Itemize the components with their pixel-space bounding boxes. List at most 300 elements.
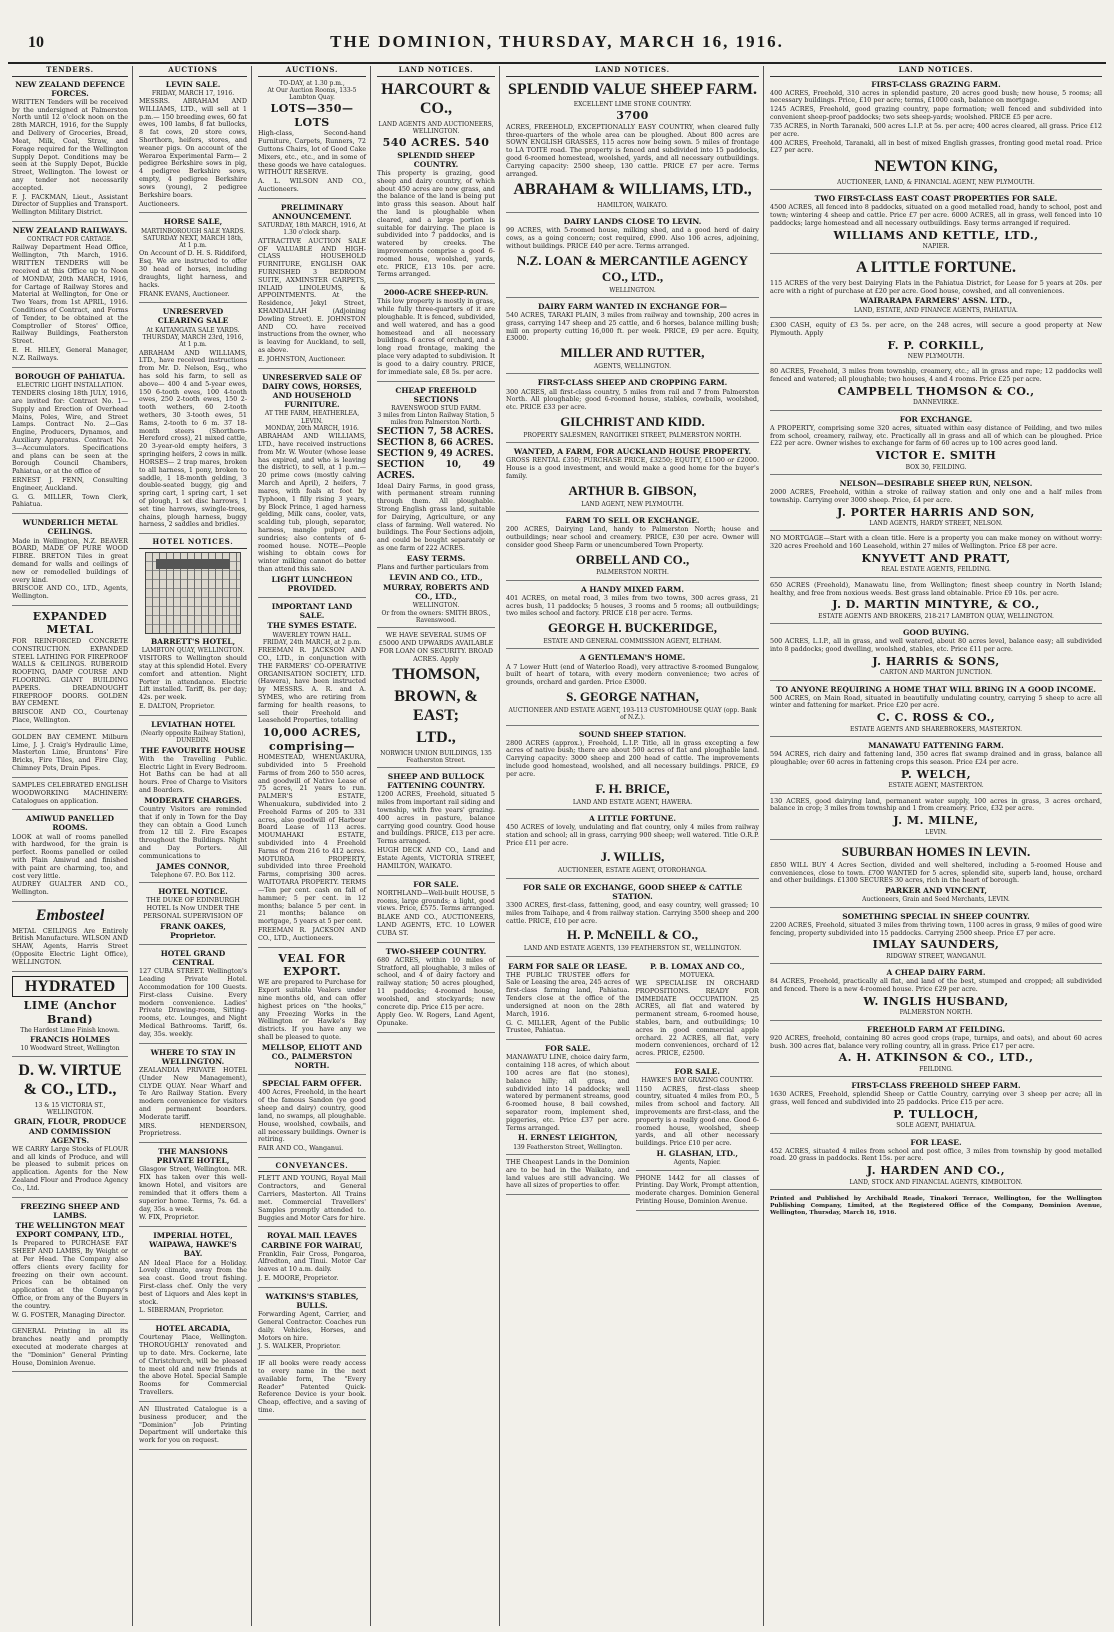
advert-heading: CHEAP FREEHOLD SECTIONS: [395, 385, 477, 404]
advert-place: WAVERLEY TOWN HALL.: [272, 631, 352, 639]
advert-body: 2000 ACRES, Freehold, within a stroke of railway station and only one and a half miles from township. Carrying over 3000 sheep. Price, £4 per acre.: [770, 488, 1102, 504]
advert-signature: J. HARDEN AND CO.,: [866, 1164, 1006, 1178]
advert-signature: MURRAY, ROBERTS AND CO., LTD.,: [382, 582, 490, 602]
advert-body: Plans and further particulars from: [377, 563, 489, 572]
advert: [258, 602, 366, 947]
advert-signature: THOMSON,: [392, 666, 480, 684]
advert-heading: WANTED, A FARM, FOR AUCKLAND HOUSE PROPERTY.: [513, 447, 752, 457]
advert-body: ABRAHAM AND WILLIAMS, LTD., have received instructions from Mr. D. Nelson, Esq., who has sold his farm, to sell as above— 400 4 and 5-year ewes, 150 6-tooth ewes, 100 4-tooth ewes, 250 2-tooth ewes, 150 2-tooth wethers, 60 2-tooth wethers, 30 3-tooth ewes, 51 Rams, 2-tooth to 6 m. 37 18-month steers (Shorthorn-Hereford cross), 21 mixed cattle, 20 3-year-old empty heifers, 3 springing heifers, 2 cows in milk. HORSES— 2 trap mares, broken to all harness, 1 pony, broken to saddle, 1 18-month gelding, 3 double-seated buggy, gig and spring cart, 1 spring cart, 1 set of plough, 1 set disc harrows, 1 set tine harrows, swingle-trees, chains, plough harness, buggy harness, 2 saddles and bridles.: [139, 348, 247, 529]
advert-body: 1630 ACRES, Freehold, splendid Sheep or Cattle Country, carrying over 3 sheep per acre; all in grass, well fenced and subdivided into 25 paddocks. Price £15 per acre.: [770, 1090, 1102, 1106]
advert-date: SATURDAY, 18th MARCH, 1916, At 1.30 o'clock sharp.: [258, 222, 366, 237]
advert-heading: TWO FIRST-CLASS EAST COAST PROPERTIES FOR SALE.: [814, 194, 1058, 203]
advert-heading: WHERE TO STAY IN WELLINGTON.: [150, 1047, 236, 1066]
advert-heading: VEAL FOR EXPORT.: [278, 951, 346, 978]
advert-acreage: 10,000 ACRES, comprising—: [262, 726, 362, 753]
advert-phone: Telephone 67. P.O. Box 112.: [150, 871, 236, 879]
advert-heading: BARRETT'S HOTEL,: [150, 636, 236, 646]
hotel-building-illustration: [145, 552, 241, 634]
advert-address: LAND AGENTS, HARDY STREET, NELSON.: [869, 520, 1003, 528]
advert-body: Made in Wellington, N.Z. BEAVER BOARD, MADE OF PURE WOOD FIBRE. BRETON Tiles in great demand for walls and ceilings of new or remodelled buildings of every kind.: [12, 536, 128, 584]
advert-heading: FOR SALE.: [413, 879, 459, 889]
advert-signature: H. GLASHAN, LTD.,: [656, 1149, 738, 1159]
advert: [12, 814, 128, 902]
advert-body: Ideal Dairy Farms, in good grass, with permanent stream running through them. All ploughable. Strong English grass land, suitable for Dairying, Agriculture, or any class of farming. Well watered. No buildings. The Four Sections adjoin, and could be bought separately or as one farm of 222 ACRES.: [377, 481, 495, 553]
section-item: SECTION 10, 49 ACRES.: [377, 459, 495, 481]
column-auctions-2: [254, 66, 371, 1626]
advert-signature: BRISCOE AND CO., Courtenay Place, Wellington.: [12, 708, 128, 724]
advert-body: WE SPECIALISE IN ORCHARD PROPOSITIONS. READY FOR IMMEDIATE OCCUPATION. 25 ACRES, all flat and watered by permanent stream, 6-roomed house, stables, barn, and outbuildings; 10 acres in good commercial apple orchard. 22 ACRES, all flat, very modern conveniences, orchard of 12 acres. PRICE, £2500.: [635, 978, 759, 1058]
advert-signature: LEVIN AND CO., LTD.,: [389, 572, 483, 582]
advert-body: 401 ACRES, on metal road, 3 miles from two towns, 300 acres grass, 21 acres bush, 11 paddocks; 5 houses, 3 rooms and 5 rooms; all outbuildings; two miles school and factory. PRICE £18 per acre. Terms.: [506, 593, 759, 618]
advert-body: 735 ACRES, in North Taranaki, 500 acres L.I.P. at 5s. per acre; 400 acres cleared, all grass. Price £12 per acre.: [770, 121, 1102, 138]
advert: [636, 1175, 760, 1211]
advert-body: IF all books were ready access to every name in the next available form, The "Every Reader" Patented Quick-Reference Device is your book. Cheap, effective, and a saving of time.: [258, 1359, 366, 1415]
advert-subheading: GRAIN, FLOUR, PRODUCE AND COMMISSION AGENTS.: [14, 1117, 126, 1145]
advert: [377, 947, 495, 1033]
advert-heading: HORSE SALE,: [163, 217, 223, 227]
advert: [770, 1081, 1102, 1133]
advert-subheading: EASY TERMS.: [406, 553, 466, 563]
advert-heading: PRELIMINARY ANNOUNCEMENT.: [272, 202, 352, 221]
advert-subheading: MOTUEKA.: [679, 971, 715, 979]
advert-body: 400 ACRES, Freehold, 310 acres in splendid pasture, 20 acres good bush; new house, 5 rooms; all necessary buildings. Price, £10 per acre; terms, £1000 cash, balance on mortgage.: [770, 88, 1102, 105]
advert-body: 4500 ACRES, all fenced into 8 paddocks, situated on a good metalled road, handy to school, post and town; wintering 4 sheep and cattle. Price £7 per acre. 6000 ACRES, all in grass, well fenced into 10 paddocks; large homestead and all necessary outbuildings. Easy terms arranged if required.: [770, 203, 1102, 227]
advert: [770, 194, 1102, 254]
advert-heading: UNRESERVED SALE OF DAIRY COWS, HORSES, AND HOUSEHOLD FURNITURE.: [262, 372, 362, 410]
advert-body: GOLDEN BAY CEMENT. Milburn Lime, J. J. Craig's Hydraulic Lime, Masterton Lime, Bruntons' Fire Bricks, Fire Tiles, and Fire Clay, Chimney Pots, Drain Pipes.: [12, 732, 128, 773]
advert-body: MESSRS. ABRAHAM AND WILLIAMS, LTD., will sell at 1 p.m.— 150 breeding ewes, 60 fat ewes, 100 lambs, 8 fat bullocks, 8 fat cows, 20 store cows, Shorthorn, heifers, stores, and weaner pigs. On account of the Weraroa Experimental Farm— 2 pedigree Berkshire sows in pig, 4 pedigree Berkshire sows, empty, 4 pedigree Berkshire sows (young), 2 pedigree Berkshire boars.: [139, 96, 247, 199]
advert: [506, 378, 759, 443]
advert-subheading: LAMBTON QUAY, WELLINGTON.: [141, 646, 245, 654]
advert: [506, 302, 759, 375]
advert: [506, 814, 759, 879]
advert-address: ESTATE AGENTS AND BROKERS, 218-217 LAMBTON QUAY, WELLINGTON.: [818, 612, 1054, 620]
advert: [139, 1231, 247, 1320]
advert: [770, 415, 1102, 475]
advert: [258, 952, 366, 1076]
masthead: [8, 30, 1106, 64]
newspaper-page: [8, 66, 1106, 1626]
advert-body: High-class, Second-hand Furniture, Carpets, Runners, 72 Guttons Chairs, lot of Good Cake Mixers, etc., etc., and in some of these goods we have catalogues. WITHOUT RESERVE.: [258, 129, 366, 177]
advert: [770, 1025, 1102, 1077]
advert-body: 450 ACRES of lovely, undulating and flat country, only 4 miles from railway station and school; all in grass, carrying 900 sheep; well watered. Title O.R.P. Price £11 per acre.: [506, 823, 759, 847]
advert-address: 13 & 15 VICTORIA ST., WELLINGTON.: [34, 1101, 106, 1117]
advert-signature: IMLAY SAUNDERS,: [872, 938, 1000, 952]
advert-heading: AMIWUD PANELLED ROOMS.: [26, 814, 114, 833]
advert-heading: FIRST-CLASS FREEHOLD SHEEP FARM.: [851, 1081, 1021, 1091]
advert-date: TO-DAY, at 1.30 p.m.,: [279, 79, 345, 87]
advert-heading: SPECIAL FARM OFFER.: [262, 1079, 362, 1089]
advert-body: 500 ACRES, on Main Road, situated in beautifully undulating country, carrying 5 sheep to acre all winter and fattening for market. Price £20 per acre.: [770, 693, 1102, 710]
advert-signature: NEWTON KING,: [874, 158, 998, 176]
advert-subheading: HAWKE'S BAY GRAZING COUNTRY.: [641, 1077, 754, 1085]
advert: [377, 386, 495, 629]
advert: [377, 772, 495, 875]
advert-date: THURSDAY, MARCH 23rd, 1916, At 1 p.m.: [142, 333, 244, 349]
advert-heading: HOTEL NOTICE.: [158, 887, 228, 897]
advert-signature: FRANK EVANS, Auctioneer.: [139, 289, 230, 298]
advert-heading: MANAWATU FATTENING FARM.: [868, 741, 1004, 751]
advert: [139, 1406, 247, 1450]
advert: [770, 80, 1102, 190]
advert-signature: J. HARRIS & SONS,: [872, 654, 1000, 668]
advert-signature: WAIRARAPA FARMERS' ASSN. LTD.,: [859, 296, 1013, 306]
advert-address: LAND AGENT, NEW PLYMOUTH.: [581, 500, 684, 508]
advert-address: 139 Featherston Street, Wellington.: [513, 1143, 623, 1151]
advert-acreage: 3700: [616, 109, 649, 123]
advert: [139, 307, 247, 534]
advert-body: 1245 ACRES, Freehold, good grazing country, pape formation; well fenced and subdivided into convenient sheep-proof paddocks; two sets sheep-yards; woolshed. PRICE £5 per acre.: [770, 105, 1102, 122]
advert-body: LOOK at wall of rooms panelled with hardwood, for the grain is perfect. Rooms panelled or ceiled with Plain Amiwud and finished with paint are charming, too, and cost very little.: [12, 832, 128, 880]
advert-body: 127 CUBA STREET. Wellington's Leading Private Hotel. Accommodation for 100 Guests. First-class Cuisine. Every modern convenience. Ladies' Private Drawing-room, Sitting-rooms, etc. Lounges, and Night Medical Bathrooms. Tariff, 6s. day, 35s. weekly.: [139, 967, 247, 1038]
advert: [258, 1360, 366, 1420]
advert-signature: P. WELCH,: [900, 767, 972, 781]
advert-body: This property is grazing, good sheep and dairy country, of which about 450 acres are now grass, and the balance of the land is being put into grass this season. About half the land is ploughable when cleared, and a large portion is suitable for dairying. The place is subdivided into 7 paddocks, and is watered by creeks. The improvements comprise a good 6-roomed house, woolshed, yards, etc. PRICE, £13 10s. per acre. Terms arranged.: [377, 168, 495, 279]
advert-body: £300 CASH, equity of £3 5s. per acre, on the 248 acres, will secure a good property at New Plymouth. Apply: [770, 320, 1102, 337]
advert-address: PALMERSTON NORTH.: [596, 569, 669, 577]
advert: [506, 80, 759, 214]
advert: [258, 203, 366, 369]
advert-address: ESTATE AGENTS AND SHAREBROKERS, MASTERTON.: [849, 725, 1023, 733]
advert-signature: Auctioneers.: [139, 199, 180, 208]
advert: [506, 516, 759, 581]
advert-heading: WATKINS'S STABLES, BULLS.: [265, 1291, 359, 1311]
advert-address: WELLINGTON.: [412, 602, 460, 610]
advert-body: NO MORTGAGE—Start with a clean title. Here is a property you can make money on without worry: 320 acres Freehold and 160 Leasehold, within 27 miles of Wellington. Price £8 per acre.: [770, 534, 1102, 551]
advert-heading: LEVIN SALE.: [165, 79, 221, 89]
advert-body: 540 ACRES, TARAKI PLAIN, 3 miles from railway and township, 200 acres in grass, carrying 147 sheep and 25 cattle, and 6 horses, balance milling bush; mill on property cutting 16,000 ft. per week. PRICE, £9 per acre. Equity, £3000.: [506, 311, 759, 343]
advert: [12, 1328, 128, 1372]
advert-body: 200 ACRES, Dairying Land, handy to Palmerston North; house and outbuildings; near school and creamery. PRICE, £30 per acre. Owner will consider good Sheep Farm or unencumbered Town Property.: [506, 525, 759, 549]
advert-body: On Account of D. H. S. Riddiford, Esq. We are instructed to offer 30 head of horses, including draughts, light harness, and hacks.: [139, 249, 247, 289]
advert-subheading: 3 miles from Linton Railway Station, 5 miles from Palmerston North.: [377, 412, 495, 427]
advert-signature: ARTHUR B. GIBSON,: [568, 482, 697, 498]
advert-body: WE are prepared to Purchase for Export suitable Vealers under nine months old, and can offer highest prices on "the hooks," any Freezing Works in the Wellington or Hawke's Bay districts. If you have any we shall be pleased to quote.: [258, 978, 366, 1042]
split-left: [506, 961, 630, 1215]
advert-signature: J. WILLIS,: [600, 849, 665, 865]
advert-signature: S. GEORGE NATHAN,: [566, 689, 699, 705]
advert-subheading: THE WELLINGTON MEAT EXPORT COMPANY, LTD.,: [15, 1221, 125, 1240]
advert-heading: ROYAL MAIL LEAVES CARBINE FOR WAIRAU,: [261, 1231, 363, 1250]
advert-heading: GOOD BUYING.: [903, 628, 969, 638]
advert-body: 400 ACRES, Freehold, Taranaki, all in best of mixed English grasses, fronting good metal road. Price £27 per acre.: [770, 138, 1102, 155]
advert-body: NORTHLAND—Well-built HOUSE, 5 rooms, large grounds; a light, good views. Price, £575. Terms arranged.: [377, 888, 495, 913]
section-item: SECTION 7, 58 ACRES.: [377, 426, 494, 437]
advert-body: FOR REINFORCED CONCRETE CONSTRUCTION. EXPANDED STEEL LATHING FOR FIREPROOF WALLS & CEILINGS. RUBEROID ROOFING, DAMP COURSE AND FLOORING. GIANT BUILDING PAPERS. DREADNOUGHT FIREPROOF DOORS. GOLDEN BAY CEMENT.: [12, 636, 128, 708]
advert-signature: H. ERNEST LEIGHTON,: [517, 1133, 618, 1143]
advert-heading: LOTS—350—LOTS: [270, 102, 354, 129]
advert-address: NORWICH UNION BUILDINGS, 135 Featherston Street.: [380, 749, 492, 764]
advert-body: FLETT AND YOUNG, Royal Mail Contractors, and General Carriers, Masterton. All Trains met. Commercial Travellers' Samples promptly attended to. Buggies and Motor Cars for hire.: [258, 1174, 366, 1222]
advert-signature: G. C. MILLER, Agent of the Public Trustee, Pahiatua.: [506, 1018, 630, 1035]
advert-body: GROSS RENTAL £350; PURCHASE PRICE, £3250; EQUITY, £1500 or £2000. House is a good investment, and would make a good home for the buyer's family.: [506, 456, 759, 480]
advert-body: THE DUKE OF EDINBURGH HOTEL Is Now UNDER THE PERSONAL SUPERVISION OF: [143, 896, 243, 920]
advert-address: AUCTIONEER, LAND, & FINANCIAL AGENT, NEW PLYMOUTH.: [837, 178, 1035, 186]
advert: [377, 288, 495, 381]
advert-subheading: THE SYMES ESTATE.: [267, 621, 357, 631]
advert-date: FRIDAY, MARCH 17, 1916.: [151, 89, 235, 97]
advert: [506, 883, 759, 957]
advert: [12, 226, 128, 368]
advert-heading: BOROUGH OF PAHIATUA.: [14, 371, 126, 381]
newspaper-title: THE DOMINION, THURSDAY, MARCH 16, 1916.: [330, 32, 784, 51]
advert: [770, 741, 1102, 793]
advert: [506, 730, 759, 810]
advert-heading: FIRST-CLASS SHEEP AND CROPPING FARM.: [537, 378, 728, 388]
advert-signature: AUDREY GUALTER AND CO., Wellington.: [12, 880, 128, 897]
advert-signature: MELLSOP, ELIOTT AND CO., PALMERSTON NORTH.: [261, 1042, 363, 1071]
advert: [506, 653, 759, 725]
advert-address: Auctioneers, Grain and Seed Merchants, LEVIN.: [862, 896, 1010, 904]
advert: [770, 479, 1102, 531]
advert: [506, 447, 759, 512]
advert-heading: A HANDY MIXED FARM.: [581, 584, 684, 594]
advert-heading: A LITTLE FORTUNE.: [589, 813, 676, 823]
advert-body: Is Prepared to PURCHASE FAT SHEEP AND LAMBS, By Weight or at Per Head. The Company also offers clients every facility for freezing on their own account. Prices can be obtained on application at the Company's Office, or from any of the Buyers in the country.: [12, 1239, 128, 1310]
advert-address: WELLINGTON.: [609, 286, 656, 294]
advert-body: Courtenay Place, Wellington. THOROUGHLY renovated and up to date. Mrs. Cockerne, late of Christchurch, will be pleased to meet old and new friends at the above Hotel. Special Sample Rooms for Commercial Travellers.: [139, 1333, 247, 1397]
advert-heading: SHEEP AND BULLOCK FATTENING COUNTRY.: [387, 772, 485, 791]
advert-signature: FREEMAN R. JACKSON AND CO., LTD., Auctioneers.: [258, 925, 366, 942]
column-heading: AUCTIONS.: [258, 66, 366, 77]
advert-tagline: The Hardest Lime Finish known.: [20, 1027, 120, 1034]
advert-signature: C. C. ROSS & CO.,: [876, 711, 996, 725]
advert-body: 300 ACRES, all first-class country, 5 miles from rail and 7 from Palmerston North. All ploughable; good 6-roomed house, stables, cowbails, woolshed, etc. PRICE £33 per acre.: [506, 387, 759, 412]
advert-signature: E. H. HILEY, General Manager, N.Z. Railways.: [12, 346, 128, 362]
advert-body: THE PUBLIC TRUSTEE offers for Sale or Leasing the area, 245 acres of first-class farming land, Pahiatua. Tenders close at the office of the undersigned at noon on the 28th March, 1916.: [506, 970, 630, 1018]
advert-heading: SOUND SHEEP STATION.: [578, 729, 687, 739]
brand-logo-embosteel: Embosteel: [35, 907, 105, 925]
advert-body: Country Visitors are reminded that if only in Town for the Day they can obtain a Good Lunch from 12 till 2. Fire Escapes throughout the Buildings. Night and Day Porters. All communications to: [139, 805, 247, 860]
advert-heading: FOR LEASE.: [910, 1137, 962, 1147]
advert-body: THE Cheapest Lands in the Dominion are to be had in the Waikato, and land values are still advancing. We have all sizes of properties to offer.: [506, 1157, 630, 1190]
advert-body: WE HAVE SEVERAL SUMS OF £5000 AND UPWARDS AVAILABLE FOR LOAN ON SECURITY. BROAD ACRES. Apply: [378, 631, 494, 663]
advert-address: PROPERTY SALESMEN, RANGITIKEI STREET, PALMERSTON NORTH.: [523, 431, 742, 439]
advert-heading: A CHEAP DAIRY FARM.: [886, 968, 986, 978]
advert-signature: BROWN, & EAST;: [394, 687, 478, 725]
advert-body: A PROPERTY, comprising some 320 acres, situated within easy distance of Feilding, and two miles from school, creamery, railway, etc. Practically all in grass and all of which can be ploughed. Price £22 per acre. Owner wishes to exchange for farm of 60 acres up to 100 acres good land.: [770, 423, 1102, 448]
advert-body: This low property is mostly in grass, while fully three-quarters of it are ploughable. It is fenced, subdivided, and well watered, and has a good homestead and all necessary buildings. 6 acres of orchard, and a long road frontage, making the place very adapted to subdivision. It is good to a dairy country. PRICE, for immediate sale, £8 5s. per acre.: [377, 297, 495, 376]
advert-signature: J. PORTER HARRIS AND SON,: [837, 505, 1035, 519]
advert: [139, 552, 247, 716]
advert: [258, 1231, 366, 1288]
advert-signature: FAIR AND CO., Wanganui.: [258, 1144, 344, 1153]
advert-heading: FREEHOLD FARM AT FEILDING.: [867, 1024, 1005, 1034]
advert-body: PHONE 1442 for all classes of Printing. Day Work, Prompt attention, moderate charges. Dominion General Printing House, Dominion Avenue.: [635, 1173, 759, 1205]
advert-body: WE CARRY Large Stocks of FLOUR and all kinds of Produce, and will be pleased to submit prices on application. Agents for the New Zealand Flour and Produce Agency Co., Ltd.: [12, 1144, 128, 1192]
advert-address: RIDGWAY STREET, WANGANUI.: [886, 952, 986, 960]
advert-address: ESTATE AGENT, MASTERTON.: [888, 782, 984, 790]
advert-body: 2800 ACRES (approx.), Freehold, L.I.P. Title, all in grass excepting a few acres of native bush; there are about 500 acres of flat and ploughable land. Carrying capacity: 3000 sheep and 200 head of cattle. The improvements include good homestead, woolshed, and all necessary buildings. PRICE, £9 per acre.: [506, 738, 759, 778]
advert: [636, 962, 760, 1064]
advert-heading: D. W. VIRTUE & CO., LTD.,: [18, 1061, 122, 1099]
advert-signature: FRANCIS HOLMES: [29, 1035, 111, 1045]
column-land-notices-1: [373, 66, 500, 1626]
advert-body: A 7 Lower Hutt (end of Waterloo Road), very attractive 8-roomed Bungalow, built of heart of totara, with every modern convenience; two acres of grounds, orchard and garden. Price £3000.: [506, 662, 759, 687]
advert-body: ATTRACTIVE AUCTION SALE OF VALUABLE AND HIGH-CLASS HOUSEHOLD FURNITURE, ENGLISH OAK FURNISHED 3 BEDROOM SUITE, AXMINSTER CARPETS, INLAID LINOLEUMS, & APPOINTMENTS. At the Residence, Jekyl Street, KHANDALLAH (Adjoining Dowling Street). E. JOHNSTON AND CO. have received instructions from the owner, who is leaving for Auckland, to sell, as above.: [258, 236, 366, 355]
advert: [258, 1079, 366, 1158]
advert: [12, 1202, 128, 1325]
advert: [258, 1292, 366, 1356]
advert-signature: H. P. McNEILL & CO.,: [567, 927, 698, 943]
advert-heading: IMPERIAL HOTEL, WAIPAWA, HAWKE'S BAY.: [149, 1231, 237, 1259]
advert-body: 400 Acres, Freehold, in the heart of the famous Sandon (ye good sheep and dairy) country, good land, no swamps, all ploughable. House, woolshed, cowbails, and all necessary buildings. Owner is retiring.: [258, 1088, 366, 1144]
advert: [377, 632, 495, 768]
advert: [12, 518, 128, 606]
advert-body: Railway Department Head Office, Wellington, 7th March, 1916. WRITTEN TENDERS will be received at this Office up to Noon of MONDAY, 20th MARCH, 1916, for Cartage of Railway Stores and Material at Wellington, for One or Two Years, from 1st APRIL, 1916. Conditions of Contract, and Forms of Tender, to be obtained at the Comptroller of Stores' Office, Railway Buildings, Featherston Street.: [12, 243, 128, 346]
advert-body: 84 ACRES, Freehold, practically all flat, and land of the best, stumped and cropped; all subdivided and fenced. There is a new 4-roomed house. Price £29 per acre.: [770, 977, 1102, 994]
advert-heading: TWO-SHEEP COUNTRY.: [385, 946, 487, 956]
advert-heading: A GENTLEMAN'S HOME.: [579, 653, 686, 663]
advert-heading: NEW ZEALAND DEFENCE FORCES.: [15, 79, 125, 98]
column-heading: LAND NOTICES.: [770, 66, 1102, 77]
advert-signature: FRANK OAKES, Proprietor.: [160, 921, 226, 940]
advert-acreage: 540 ACRES. 540: [382, 136, 490, 150]
advert-signature: PARKER AND VINCENT,: [884, 886, 988, 896]
advert-heading: FOR EXCHANGE.: [899, 414, 973, 424]
advert-place: At Our Auction Rooms, 133-5 Lambton Quay.: [267, 86, 357, 102]
advert: [139, 80, 247, 214]
advert: [139, 887, 247, 945]
advert-address: LAND, STOCK AND FINANCIAL AGENTS, KIMBOLTON.: [849, 1178, 1023, 1186]
advert-signature: HUGH DECK AND CO., Land and Estate Agents, VICTORIA STREET, HAMILTON, WAIKATO.: [377, 846, 495, 870]
advert-heading: UNRESERVED CLEARING SALE: [157, 307, 229, 326]
advert-body: 130 ACRES, good dairying land, permanent water supply, 100 acres in grass, 3 acres orchard, balance in crop; 3 miles from township and 1 from creamery. Price, £32 per acre.: [770, 796, 1102, 813]
advert-date: SATURDAY NEXT, MARCH 18th, At 1 p.m.: [143, 234, 243, 250]
advert-signature: VICTOR E. SMITH: [875, 449, 997, 463]
advert: [770, 844, 1102, 908]
column-tenders: [8, 66, 133, 1626]
advert-address: Or from the owners: SMITH BROS., Ravenswood.: [381, 609, 491, 624]
advert-body: 2200 ACRES, Freehold, situated 3 miles from thriving town, 1100 acres in grass, 9 miles of good wire fencing, property subdivided into 15 paddocks. Carrying 2500 sheep. Price £7 per acre.: [770, 920, 1102, 937]
advert-body: SAMPLES CELEBRATED ENGLISH WOODWORKING MACHINERY: Catalogues on application.: [12, 780, 128, 805]
advert-heading: THE MANSIONS PRIVATE HOTEL,: [156, 1147, 230, 1166]
advert-subheading: MODERATE CHARGES.: [144, 795, 242, 805]
advert-signature: A. L. WILSON AND CO., Auctioneers.: [258, 177, 366, 193]
advert-signature: F. P. CORKILL,: [887, 338, 985, 352]
advert-signature: P. TULLOCH,: [893, 1107, 979, 1121]
advert-signature: ABRAHAM & WILLIAMS, LTD.,: [513, 181, 752, 199]
column-land-notices-3: [766, 66, 1106, 1626]
advert-signature: F. J. FACKMAN, Lieut., Assistant Director of Supplies and Transport. Wellington Military District.: [12, 192, 128, 217]
advert-signature: GEORGE H. BUCKERIDGE,: [547, 620, 718, 636]
advert-heading: EXPANDED METAL: [32, 610, 108, 637]
advert: [12, 782, 128, 810]
advert: [770, 535, 1102, 577]
advert-body: AN Illustrated Catalogue is a business producer, and the "Dominion" Job Printing Department will undertake this work for you on request.: [139, 1404, 247, 1445]
advert-body: 452 ACRES, situated 4 miles from school and post office, 3 miles from township by good metalled road. 20 grass in paddocks. Rent 15s. per acre.: [770, 1146, 1102, 1163]
advert-signature: W. FIX, Proprietor.: [139, 1213, 200, 1222]
advert: [12, 610, 128, 730]
advert: [258, 373, 366, 598]
column-heading: TENDERS.: [12, 66, 128, 77]
advert-heading: P. B. LOMAX AND CO.,: [649, 961, 745, 971]
advert-heading: TO ANYONE REQUIRING A HOME THAT WILL BRING IN A GOOD INCOME.: [775, 684, 1097, 694]
advert-body: Forwarding Agent, Carrier, and General Contractor. Coaches run daily. Vehicles, Horses, and Motors on hire.: [258, 1310, 366, 1342]
advert: [506, 217, 759, 298]
advert-heading: WUNDERLICH METAL CEILINGS.: [22, 518, 118, 537]
advert-body: With the Travelling Public. Electric Light in Every Bedroom. Hot Baths can be had at all hours. Free of Charge to Visitors and Boarders.: [139, 754, 247, 795]
printer-imprint: Printed and Published by Archibald Reade, Tinakori Terrace, Wellington, for the Wellington Publishing Company, Limited, at the Registered Office of the Company, Dominion Avenue, Wellington, Thursday, March 16, 1916.: [770, 1195, 1102, 1216]
advert-subheading: SPLENDID SHEEP COUNTRY.: [397, 150, 475, 169]
advert: [12, 734, 128, 778]
advert-subheading: LAND AGENTS AND AUCTIONEERS, WELLINGTON.: [378, 120, 494, 135]
advert-signature: JAMES CONNOR,: [156, 861, 230, 871]
advert-heading: DAIRY FARM WANTED IN EXCHANGE FOR—: [537, 301, 728, 311]
advert-address: BOX 30, FEILDING.: [905, 463, 967, 471]
advert-subheading: At KAITANGATA SALE YARDS.: [146, 326, 240, 334]
advert-signature: J. D. MARTIN MINTYRE, & CO.,: [832, 598, 1040, 612]
advert-body: 1150 ACRES, first-class sheep country, situated 4 miles from P.O., 5 miles from school and factory. All improvements are first-class, and the property is a really good one. Good 6-roomed house, woolshed, sheep yards, and all other necessary buildings. Price £10 per acre.: [635, 1084, 759, 1148]
advert: [770, 1138, 1102, 1190]
advert-body: 1200 ACRES, Freehold, situated 5 miles from important rail siding and township, with five years' grazing. 400 acres in pasture, balance carrying good country. Good house and buildings. PRICE, £13 per acre. Terms arranged.: [377, 790, 495, 846]
advert-address: 10 Woodward Street, Wellington: [20, 1045, 120, 1053]
advert-heading: SOMETHING SPECIAL IN SHEEP COUNTRY.: [842, 911, 1030, 921]
advert-signature: GILCHRIST AND KIDD.: [560, 414, 705, 430]
advert-heading: A LITTLE FORTUNE.: [856, 259, 1016, 277]
advert-body: 80 ACRES, Freehold, 3 miles from township, creamery, etc.; all in grass and rape; 12 paddocks well fenced and watered; all ploughable; two houses, 4 and 4 rooms. Price £25 per acre.: [770, 367, 1102, 384]
advert-body: ZEALANDIA PRIVATE HOTEL (Under New Management), CLYDE QUAY. Near Wharf and Te Aro Railway Station. Every modern convenience for visitors and permanent boarders. Moderate tariff.: [139, 1065, 247, 1121]
advert-signature: W. INGLIS HUSBAND,: [863, 994, 1009, 1008]
advert-body: ABRAHAM AND WILLIAMS, LTD., have received instructions from Mr. W. Wouter (whose lease has expired, and who is leaving the district), to sell, at 1 p.m.— 20 prime cows (mostly calving March and April), 2 heifers, 7 mares, with foals at foot by Typhoon, 1 filly rising 3 years, by Block Prince, 1 aged harness gelding, Milk cans, cooler, vats, scalding tub, plough, separator, harness, mangle pulper, and sundries; also contents of 6-roomed house. NOTE—People wishing to obtain cows for winter milking cannot do better than attend this sale.: [258, 432, 366, 573]
advert: [636, 1067, 760, 1170]
advert-signature: J. E. MOORE, Proprietor.: [258, 1274, 339, 1283]
advert-heading: LIME (Anchor Brand): [23, 999, 117, 1026]
column-land-notices-2: [502, 66, 764, 1626]
advert: [139, 720, 247, 883]
column-heading: AUCTIONS: [139, 66, 247, 77]
split-right: [636, 961, 760, 1215]
advert: [506, 585, 759, 650]
advert-heading: NEW ZEALAND RAILWAYS.: [12, 226, 128, 235]
advert-signature: ORBELL AND CO.,: [575, 551, 690, 567]
advert-body: £850 WILL BUY 4 Acres Section, divided and well sheltered, including a 5-roomed House and conveniences, close to town. £700 WANTED for 5 acres, splendid site, superb land, house, orchard and other buildings. £1300 SECURES 30 acres, rich in the heart of borough.: [770, 860, 1102, 885]
advert-signature: Apply Geo. W. Rogers, Land Agent, Opunake.: [377, 1011, 495, 1028]
advert-address: DANNEVIRKE.: [912, 399, 959, 407]
advert-address: ESTATE AND GENERAL COMMISSION AGENT, ELTHAM.: [543, 638, 722, 646]
advert-body: AN Ideal Place for a Holiday. Lovely climate, away from the sea coast. Good trout fishing. First-class chef. Only the very best of Liquors and Ales kept in stock.: [139, 1258, 247, 1306]
advert-body: FREEMAN R. JACKSON AND CO., LTD., in conjunction with THE FARMERS' CO-OPERATIVE ORGANISATION SOCIETY, LTD. (Hawera), have been instructed by MESSRS. A. R. and A. SYMES, who are retiring from farming for health reasons, to sell their Freehold and Leasehold Properties, totalling: [258, 646, 366, 725]
advert: [12, 976, 128, 1057]
advert-subheading: (Nearly opposite Railway Station), DUNEDIN.: [140, 730, 246, 745]
advert-subheading: EXCELLENT LIME STONE COUNTRY.: [573, 101, 692, 109]
column-heading: LAND NOTICES.: [506, 66, 759, 77]
section-item: SECTION 8, 66 ACRES.: [377, 437, 494, 448]
advert: [506, 962, 630, 1041]
advert-signature: CAMPBELL THOMSON & CO.,: [837, 384, 1035, 398]
advert: [770, 968, 1102, 1020]
advert: [258, 1175, 366, 1227]
advert: [506, 1159, 630, 1195]
advert-address: CARTON AND MARTON JUNCTION.: [879, 669, 993, 677]
advert: [139, 1324, 247, 1402]
column-heading: HOTEL NOTICES.: [139, 538, 247, 549]
advert-signature: L. SIBERMAN, Proprietor.: [139, 1306, 224, 1315]
column-heading: LAND NOTICES.: [377, 66, 495, 77]
advert-signature: WILLIAMS AND KETTLE, LTD.,: [833, 228, 1039, 242]
advert-heading: SPLENDID VALUE SHEEP FARM.: [508, 80, 757, 98]
advert-body: Glasgow Street, Wellington. MR. FIX has taken over this well-known Hotel, and visitors are reminded that it offers them a superior home. Terms, 7s. 6d. a day, 35s. a week.: [139, 1165, 247, 1213]
advert-address: HAMILTON, WAIKATO.: [597, 201, 668, 209]
advert: [770, 685, 1102, 737]
section-item: SECTION 9, 49 ACRES.: [377, 448, 494, 459]
advert-heading: HOTEL GRAND CENTRAL: [160, 949, 226, 968]
advert-signature: W. G. FOSTER, Managing Director.: [12, 1310, 126, 1319]
advert-address: LAND AND ESTATE AGENT, HAWERA.: [572, 798, 693, 806]
advert-signature: G. G. MILLER, Town Clerk, Pahiatua.: [12, 492, 128, 509]
advert-signature: A. H. ATKINSON & CO., LTD.,: [838, 1051, 1034, 1065]
advert-heading: FARM TO SELL OR EXCHANGE.: [565, 515, 700, 525]
